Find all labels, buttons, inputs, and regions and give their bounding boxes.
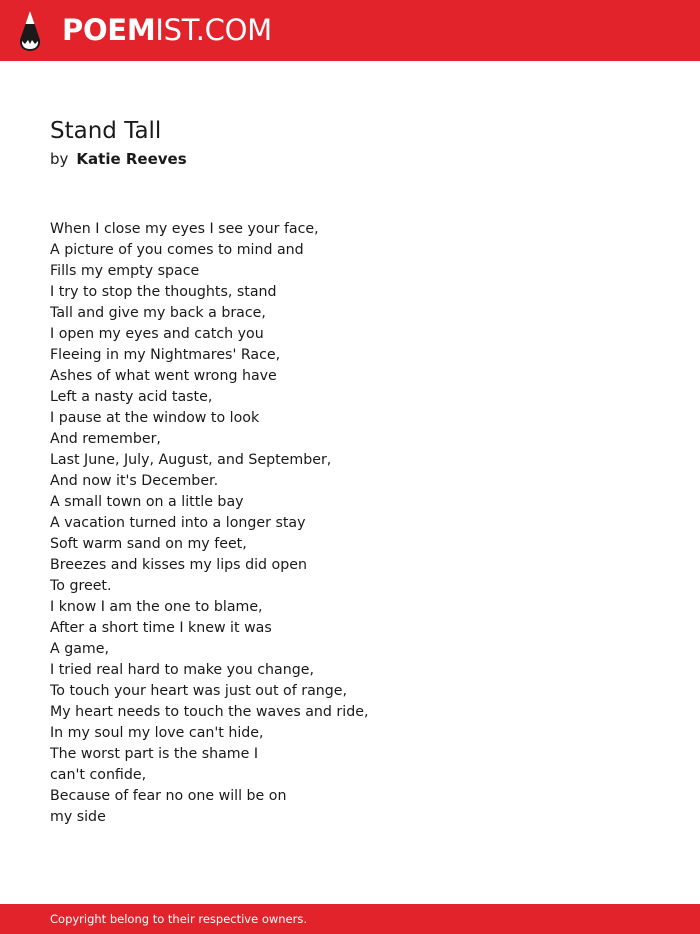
poem-line: A game, [50,641,109,657]
poem-line: Ashes of what went wrong have [50,368,277,384]
by-label: by [50,150,69,168]
poem-line: To touch your heart was just out of range, [50,683,348,699]
poem-line: I tried real hard to make you change, [50,662,314,678]
poem-line: A small town on a little bay [50,494,244,510]
poem-line: my side [50,809,106,825]
site-header [0,0,700,61]
author-name[interactable]: Katie Reeves [76,150,187,168]
poem-line: After a short time I knew it was [50,620,272,636]
poem-line: I pause at the window to look [50,410,260,426]
poem-line: Last June, July, August, and September, [50,452,332,468]
poem-line: A vacation turned into a longer stay [50,515,306,531]
poem-line: And remember, [50,431,161,447]
site-logo-text[interactable] [62,12,272,48]
copyright-notice: Copyright belong to their respective owners. [50,912,308,926]
pencil-tip-icon[interactable] [18,10,42,52]
poem-line: When I close my eyes I see your face, [50,221,319,237]
poem-line: can't confide, [50,767,147,783]
poem-line: I try to stop the thoughts, stand [50,284,277,300]
poem-line: Because of fear no one will be on [50,788,287,804]
poem-line: Left a nasty acid taste, [50,389,213,405]
brand-light-text: IST.COM [155,13,272,47]
poem-line: My heart needs to touch the waves and ride, [50,704,369,720]
poem-line: Soft warm sand on my feet, [50,536,247,552]
poem-line: I know I am the one to blame, [50,599,263,615]
byline [50,148,187,170]
poem-title: Stand Tall [50,118,162,144]
poem-line: I open my eyes and catch you [50,326,264,342]
poem-line: In my soul my love can't hide, [50,725,264,741]
poem-body [50,219,368,828]
brand-bold-text: POEM [62,13,156,47]
poem-line: Fleeing in my Nightmares' Race, [50,347,281,363]
poem-line: A picture of you comes to mind and [50,242,304,258]
poem-line: Tall and give my back a brace, [50,305,266,321]
poem-line: And now it's December. [50,473,219,489]
poem-line: Fills my empty space [50,263,200,279]
poem-line: To greet. [50,578,112,594]
poem-line: The worst part is the shame I [50,746,259,762]
poem-line: Breezes and kisses my lips did open [50,557,307,573]
site-footer [0,904,700,934]
